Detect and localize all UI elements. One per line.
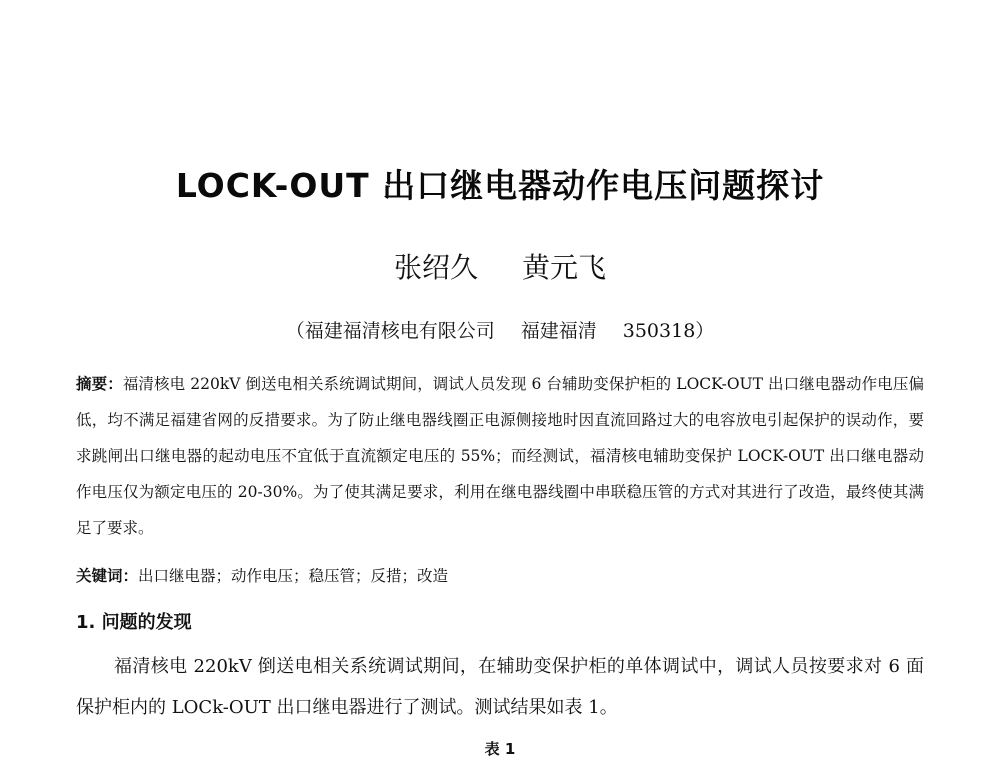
affiliation-city: 福建福清 [520,320,597,342]
table-caption: 表 1 [484,740,516,758]
author-name: 张绍久 [393,251,478,284]
affiliation-company: 福建福清核电有限公司 [304,320,495,342]
affiliation: （福建福清核电有限公司 福建福清 350318） [285,320,715,342]
body-paragraph: 福清核电 220kV 倒送电相关系统调试期间，在辅助变保护柜的单体调试中，调试人员按要求对 6 面保护柜内的 LOCk-OUT 出口继电器进行了测试。测试结果如表 1。 [76,656,924,718]
author-name: 黄元飞 [522,251,607,284]
author-list [0,246,1000,286]
keywords-label: 关键词： [76,567,139,585]
keywords [76,562,924,590]
affiliation-postcode: 350318 [622,320,696,342]
abstract-text: 福清核电 220kV 倒送电相关系统调试期间，调试人员发现 6 台辅助变保护柜的 LOCK-OUT 出口继电器动作电压偏低，均不满足福建省网的反措要求。为了防止继电器线圈正电源侧接地时因直流回路过大的电容放电引起保护的误动作，要求跳闸出口继电器的起动电压不宜低于直流额定电压的 55%；而经测试，福清核电辅助变保护 LOCK-OUT 出口继电器动作电压仅为额定电压的 20-30%。为了使其满足要求，利用在继电器线圈中串联稳压管的方式对其进行了改造，最终使其满足了要求。 [76,375,924,537]
abstract-label: 摘要： [76,375,123,393]
abstract [76,366,924,546]
paper-title: LOCK-OUT 出口继电器动作电压问题探讨 [175,166,825,205]
section-heading: 1. 问题的发现 [76,612,192,633]
keywords-text: 出口继电器；动作电压；稳压管；反措；改造 [138,567,449,585]
